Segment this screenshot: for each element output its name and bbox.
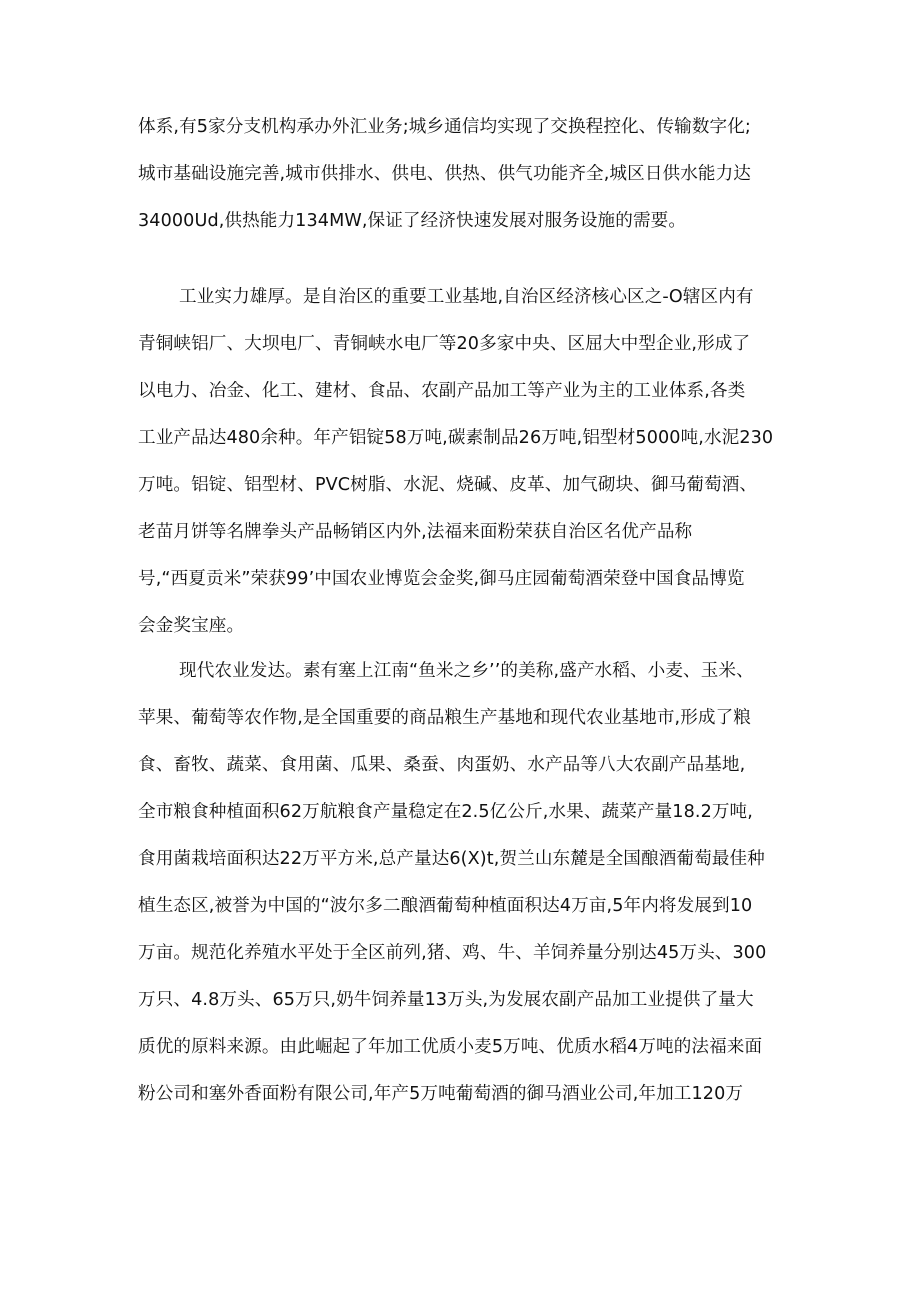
text-line: 青铜峡铝厂、大坝电厂、青铜峡水电厂等20多家中央、区屈大中型企业,形成了 <box>138 334 751 354</box>
text-line: 会金奖宝座。 <box>138 616 245 636</box>
text-line: 全市粮食种植面积62万航粮食产量稳定在2.5亿公斤,水果、蔬菜产量18.2万吨, <box>138 802 753 822</box>
text-line: 植生态区,被誉为中国的“波尔多二酿酒葡萄种植面积达4万亩,5年内将发展到10 <box>138 896 753 916</box>
text-line: 老苗月饼等名牌拳头产品畅销区内外,法福来面粉荣获自治区名优产品称 <box>138 522 693 542</box>
text-line: 万只、4.8万头、65万只,奶牛饲养量13万头,为发展农副产品加工业提供了量大 <box>138 990 754 1010</box>
text-line: 食、畜牧、蔬菜、食用菌、瓜果、桑蚕、肉蛋奶、水产品等八大农副产品基地, <box>138 755 746 775</box>
text-line: 34000Ud,供热能力134MW,保证了经济快速发展对服务设施的需要。 <box>138 211 687 231</box>
text-line: 号,“西夏贡米”荣获99’中国农业博览会金奖,御马庄园葡萄酒荣登中国食品博览 <box>138 569 745 589</box>
text-line: 万吨。铝锭、铝型材、PVC树脂、水泥、烧碱、皮革、加气砌块、御马葡萄酒、 <box>138 475 758 495</box>
text-line: 质优的原料来源。由此崛起了年加工优质小麦5万吨、优质水稻4万吨的法福来面 <box>138 1037 763 1057</box>
text-line: 以电力、冶金、化工、建材、食品、农副产品加工等产业为主的工业体系,各类 <box>138 381 746 401</box>
text-line: 工业产品达480余种。年产铝锭58万吨,碳素制品26万吨,铝型材5000吨,水泥230 <box>138 428 774 448</box>
text-line: 现代农业发达。素有塞上江南“鱼米之乡’’的美称,盛产水稻、小麦、玉米、 <box>179 661 754 681</box>
text-line: 苹果、葡萄等农作物,是全国重要的商品粮生产基地和现代农业基地市,形成了粮 <box>138 708 751 728</box>
text-line: 万亩。规范化养殖水平处于全区前列,猪、鸡、牛、羊饲养量分别达45万头、300 <box>138 943 767 963</box>
text-line: 体系,有5家分支机构承办外汇业务;城乡通信均实现了交换程控化、传输数字化; <box>138 117 751 137</box>
text-line: 城市基础设施完善,城市供排水、供电、供热、供气功能齐全,城区日供水能力达 <box>138 164 751 184</box>
text-line: 工业实力雄厚。是自治区的重要工业基地,自治区经济核心区之-O辖区内有 <box>179 287 754 307</box>
text-line: 粉公司和塞外香面粉有限公司,年产5万吨葡萄酒的御马酒业公司,年加工120万 <box>138 1084 744 1104</box>
text-line: 食用菌栽培面积达22万平方米,总产量达6(X)t,贺兰山东麓是全国酿酒葡萄最佳种 <box>138 849 765 869</box>
